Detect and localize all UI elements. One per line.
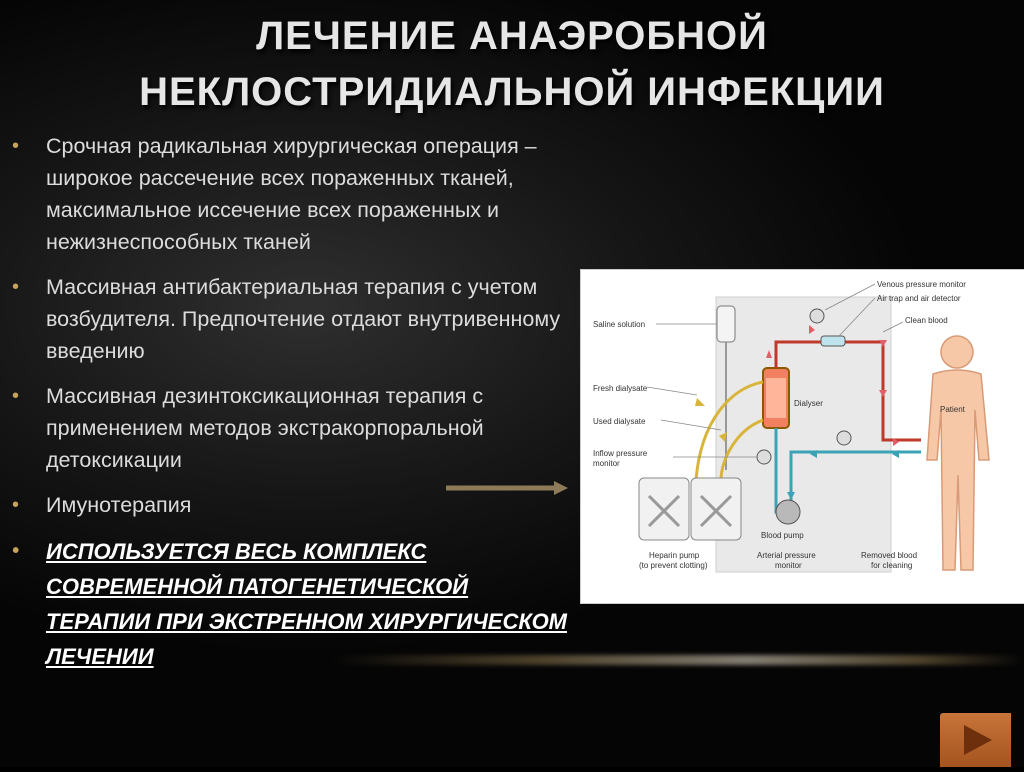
bullet-text: Имунотерапия: [46, 493, 192, 517]
diagram-label: Clean blood: [905, 316, 948, 325]
diagram-figure: [581, 270, 1024, 603]
bullet-marker: •: [12, 135, 20, 157]
next-slide-button[interactable]: [940, 713, 1011, 767]
bullet-item: [12, 271, 572, 367]
air-trap-icon: [821, 336, 845, 346]
bullet-marker: •: [12, 540, 20, 562]
diagram-label: for cleaning: [871, 561, 913, 570]
diagram-label: Air trap and air detector: [877, 294, 961, 303]
decorative-glow-line: [330, 655, 1024, 665]
flow-arrow: [695, 398, 705, 406]
slide-title: [0, 8, 1024, 120]
triangle-right-icon: [940, 713, 1011, 767]
diagram-label: Patient: [940, 405, 965, 414]
bullet-marker: •: [12, 276, 20, 298]
hemodialysis-diagram: [580, 269, 1024, 604]
diagram-label: (to prevent clotting): [639, 561, 708, 570]
bullet-text: Массивная антибактериальная терапия с учетом возбудителя. Предпочтение отдают внутривенному введению: [46, 275, 561, 363]
diagram-label: Removed blood: [861, 551, 918, 560]
bullet-text: ИСПОЛЬЗУЕТСЯ ВЕСЬ КОМПЛЕКС СОВРЕМЕННОЙ ПАТОГЕНЕТИЧЕСКОЙ ТЕРАПИИ ПРИ ЭКСТРЕННОМ ХИРУРГИЧЕСКОМ ЛЕЧЕНИИ: [46, 539, 568, 669]
patient-figure: [927, 336, 989, 570]
arrow-right-icon: [444, 479, 570, 497]
arterial-monitor-icon: [837, 431, 851, 445]
diagram-label: Used dialysate: [593, 417, 646, 426]
bullet-list: [12, 130, 572, 687]
diagram-label: monitor: [593, 459, 620, 468]
bullet-marker: •: [12, 494, 20, 516]
diagram-label: Arterial pressure: [757, 551, 816, 560]
bullet-item: [12, 130, 572, 258]
inflow-monitor-icon: [757, 450, 771, 464]
blood-pump-icon: [776, 500, 800, 524]
bullet-marker: •: [12, 385, 20, 407]
diagram-label: Venous pressure monitor: [877, 280, 966, 289]
diagram-label: Fresh dialysate: [593, 384, 648, 393]
bullet-item-emphasis: [12, 534, 572, 674]
leader-line: [647, 387, 697, 395]
diagram-label: Heparin pump: [649, 551, 700, 560]
diagram-label: Inflow pressure: [593, 449, 648, 458]
diagram-label: Blood pump: [761, 531, 804, 540]
title-line-2: НЕКЛОСТРИДИАЛЬНОЙ ИНФЕКЦИИ: [139, 70, 885, 114]
diagram-label: Saline solution: [593, 320, 646, 329]
diagram-label: monitor: [775, 561, 802, 570]
bullet-text: Массивная дезинтоксикационная терапия с применением методов экстракорпоральной детоксикации: [46, 384, 484, 472]
diagram-label: Dialyser: [794, 399, 823, 408]
bullet-text: Срочная радикальная хирургическая операция – широкое рассечение всех пораженных тканей, максимальное иссечение всех пораженных и нежизнеспособных тканей: [46, 134, 537, 254]
dialyser-core: [766, 378, 786, 418]
bullet-item: [12, 380, 572, 476]
saline-bag-icon: [717, 306, 735, 342]
title-line-1: ЛЕЧЕНИЕ АНАЭРОБНОЙ: [256, 14, 768, 58]
venous-monitor-icon: [810, 309, 824, 323]
